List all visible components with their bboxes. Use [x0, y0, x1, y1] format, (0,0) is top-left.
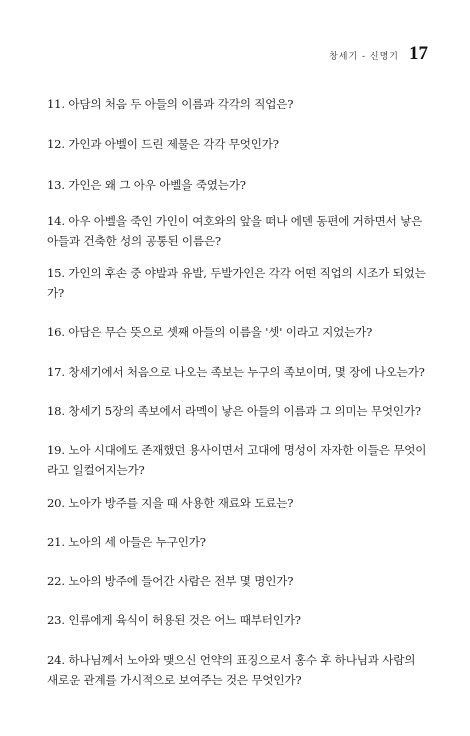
question-item: 13. 가인은 왜 그 아우 아벨을 죽였는가? [47, 178, 246, 192]
question-item: 20. 노아가 방주를 지을 때 사용한 재료와 도료는? [47, 496, 294, 510]
question-item: 19. 노아 시대에도 존재했던 용사이면서 고대에 명성이 자자한 이들은 무엇이 라고 일컬어지는가? [47, 443, 427, 477]
page-header [329, 43, 428, 65]
question-item: 15. 가인의 후손 중 야발과 유발, 두발가인은 각각 어떤 직업의 시조가 되었는 가? [47, 266, 426, 300]
question-item: 16. 아담은 무슨 뜻으로 셋째 아들의 이름을 '셋' 이라고 지었는가? [47, 325, 373, 339]
question-item: 24. 하나님께서 노아와 맺으신 언약의 표징으로서 홍수 후 하나님과 사람의 새로운 관계를 가시적으로 보여주는 것은 무엇인가? [47, 653, 416, 687]
question-item: 11. 아담의 처음 두 아들의 이름과 각각의 직업은? [47, 97, 294, 111]
question-item: 23. 인류에게 육식이 허용된 것은 어느 때부터인가? [47, 613, 301, 627]
question-item: 22. 노아의 방주에 들어간 사람은 전부 몇 명인가? [47, 574, 294, 588]
question-item: 17. 창세기에서 처음으로 나오는 족보는 누구의 족보이며, 몇 장에 나오는가? [47, 365, 425, 379]
question-item: 12. 가인과 아벨이 드린 제물은 각각 무엇인가? [47, 137, 279, 151]
running-title: 창세기 - 신명기 [329, 52, 399, 62]
page-number: 17 [409, 43, 428, 64]
question-item: 14. 아우 아벨을 죽인 가인이 여호와의 앞을 떠나 에덴 동편에 거하면서 낳은 아들과 건축한 성의 공통된 이름은? [47, 214, 423, 248]
question-item: 18. 창세기 5장의 족보에서 라멕이 낳은 아들의 이름과 그 의미는 무엇인가? [47, 404, 421, 418]
question-item: 21. 노아의 세 아들은 누구인가? [47, 535, 206, 549]
